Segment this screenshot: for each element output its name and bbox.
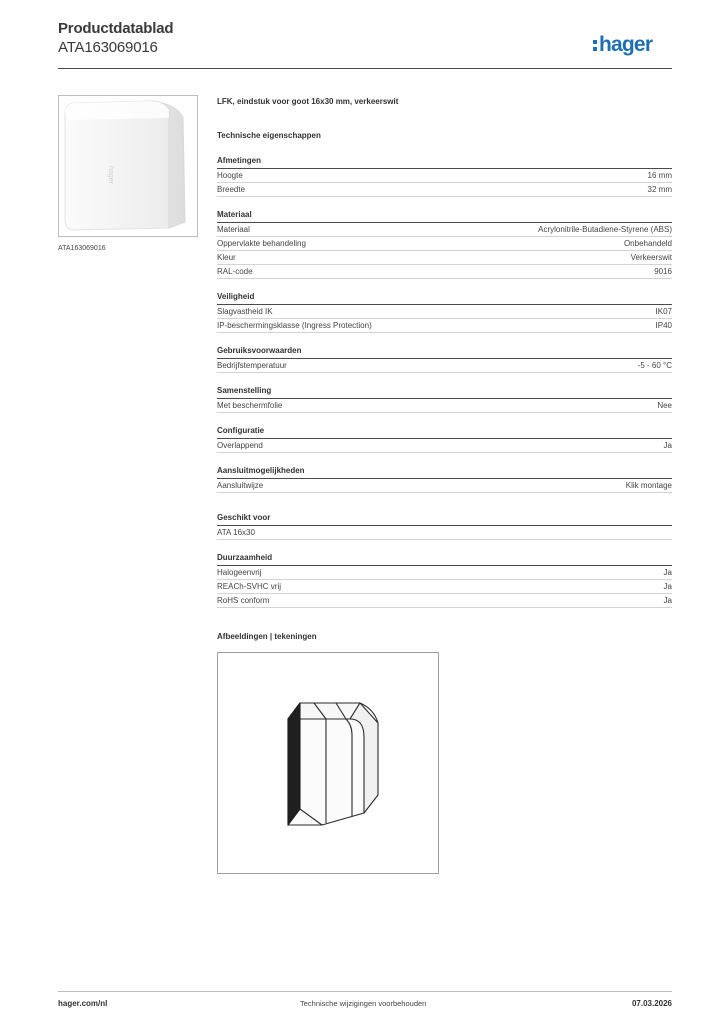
spec-value: Ja [663, 441, 672, 450]
spec-value: IP40 [655, 321, 672, 330]
spec-row [217, 580, 672, 594]
images-section-title: Afbeeldingen | tekeningen [217, 632, 317, 641]
spec-group-title: Materiaal [217, 210, 672, 223]
spec-value: Ja [663, 596, 672, 605]
page-title: Productdatablad [58, 20, 174, 37]
spec-group [217, 466, 672, 493]
spec-label: RoHS conform [217, 596, 270, 605]
spec-row [217, 183, 672, 197]
spec-group [217, 292, 672, 333]
spec-row [217, 526, 672, 540]
spec-value: Klik montage [625, 481, 672, 490]
spec-value: Ja [663, 568, 672, 577]
header-divider [58, 68, 672, 69]
spec-value: IK07 [655, 307, 672, 316]
spec-group [217, 156, 672, 197]
spec-label: Slagvastheid IK [217, 307, 273, 316]
spec-row [217, 359, 672, 373]
hager-logo [592, 30, 676, 58]
spec-value: Onbehandeld [623, 239, 672, 248]
spec-label: IP-beschermingsklasse (Ingress Protection) [217, 321, 372, 330]
spec-group [217, 386, 672, 413]
spec-label: Oppervlakte behandeling [217, 239, 306, 248]
spec-group-title: Geschikt voor [217, 513, 672, 526]
spec-row [217, 251, 672, 265]
spec-row [217, 169, 672, 183]
spec-group [217, 513, 672, 540]
spec-value: Acrylonitrile-Butadiene-Styrene (ABS) [538, 225, 672, 234]
spec-row [217, 305, 672, 319]
spec-groups [217, 156, 672, 621]
spec-group [217, 346, 672, 373]
spec-label: REACh-SVHC vrij [217, 582, 282, 591]
article-number: ATA163069016 [58, 39, 158, 56]
spec-row [217, 399, 672, 413]
product-drawing [217, 652, 439, 874]
spec-group-title: Samenstelling [217, 386, 672, 399]
spec-value: Nee [657, 401, 672, 410]
spec-label: Halogeenvrij [217, 568, 262, 577]
spec-value: 9016 [654, 267, 672, 276]
spec-value: -5 - 60 °C [637, 361, 672, 370]
spec-label: RAL-code [217, 267, 253, 276]
spec-label: Bedrijfstemperatuur [217, 361, 287, 370]
spec-label: Materiaal [217, 225, 250, 234]
spec-label: Met beschermfolie [217, 401, 283, 410]
spec-group-title: Veiligheid [217, 292, 672, 305]
spec-label: Overlappend [217, 441, 263, 450]
spec-value: 16 mm [647, 171, 672, 180]
spec-value: Verkeerswit [630, 253, 672, 262]
product-photo [58, 95, 198, 237]
spec-row [217, 594, 672, 608]
spec-row [217, 223, 672, 237]
footer-disclaimer: Technische wijzigingen voorbehouden [300, 999, 427, 1008]
spec-value: Ja [663, 582, 672, 591]
logo-text: hager [599, 33, 653, 56]
spec-label: ATA 16x30 [217, 528, 255, 537]
spec-group-title: Configuratie [217, 426, 672, 439]
spec-group [217, 426, 672, 453]
spec-group-title: Afmetingen [217, 156, 672, 169]
spec-row [217, 479, 672, 493]
spec-group-title: Aansluitmogelijkheden [217, 466, 672, 479]
spec-group [217, 553, 672, 608]
tech-specs-title: Technische eigenschappen [217, 131, 321, 140]
spec-row [217, 319, 672, 333]
spec-value: 32 mm [647, 185, 672, 194]
spec-group-title: Duurzaamheid [217, 553, 672, 566]
spec-row [217, 237, 672, 251]
footer-divider [58, 991, 672, 992]
spec-label: Breedte [217, 185, 246, 194]
photo-caption: ATA163069016 [58, 245, 106, 252]
footer-date: 07.03.2026 [631, 999, 672, 1008]
spec-label: Kleur [217, 253, 236, 262]
spec-label: Hoogte [217, 171, 243, 180]
product-name: LFK, eindstuk voor goot 16x30 mm, verkeerswit [217, 97, 399, 106]
spec-group-title: Gebruiksvoorwaarden [217, 346, 672, 359]
spec-group [217, 210, 672, 279]
footer-website-link[interactable]: hager.com/nl [58, 999, 108, 1008]
spec-row [217, 566, 672, 580]
spec-row [217, 439, 672, 453]
spec-row [217, 265, 672, 279]
product-marking: hager [107, 166, 114, 184]
spec-label: Aansluitwijze [217, 481, 264, 490]
